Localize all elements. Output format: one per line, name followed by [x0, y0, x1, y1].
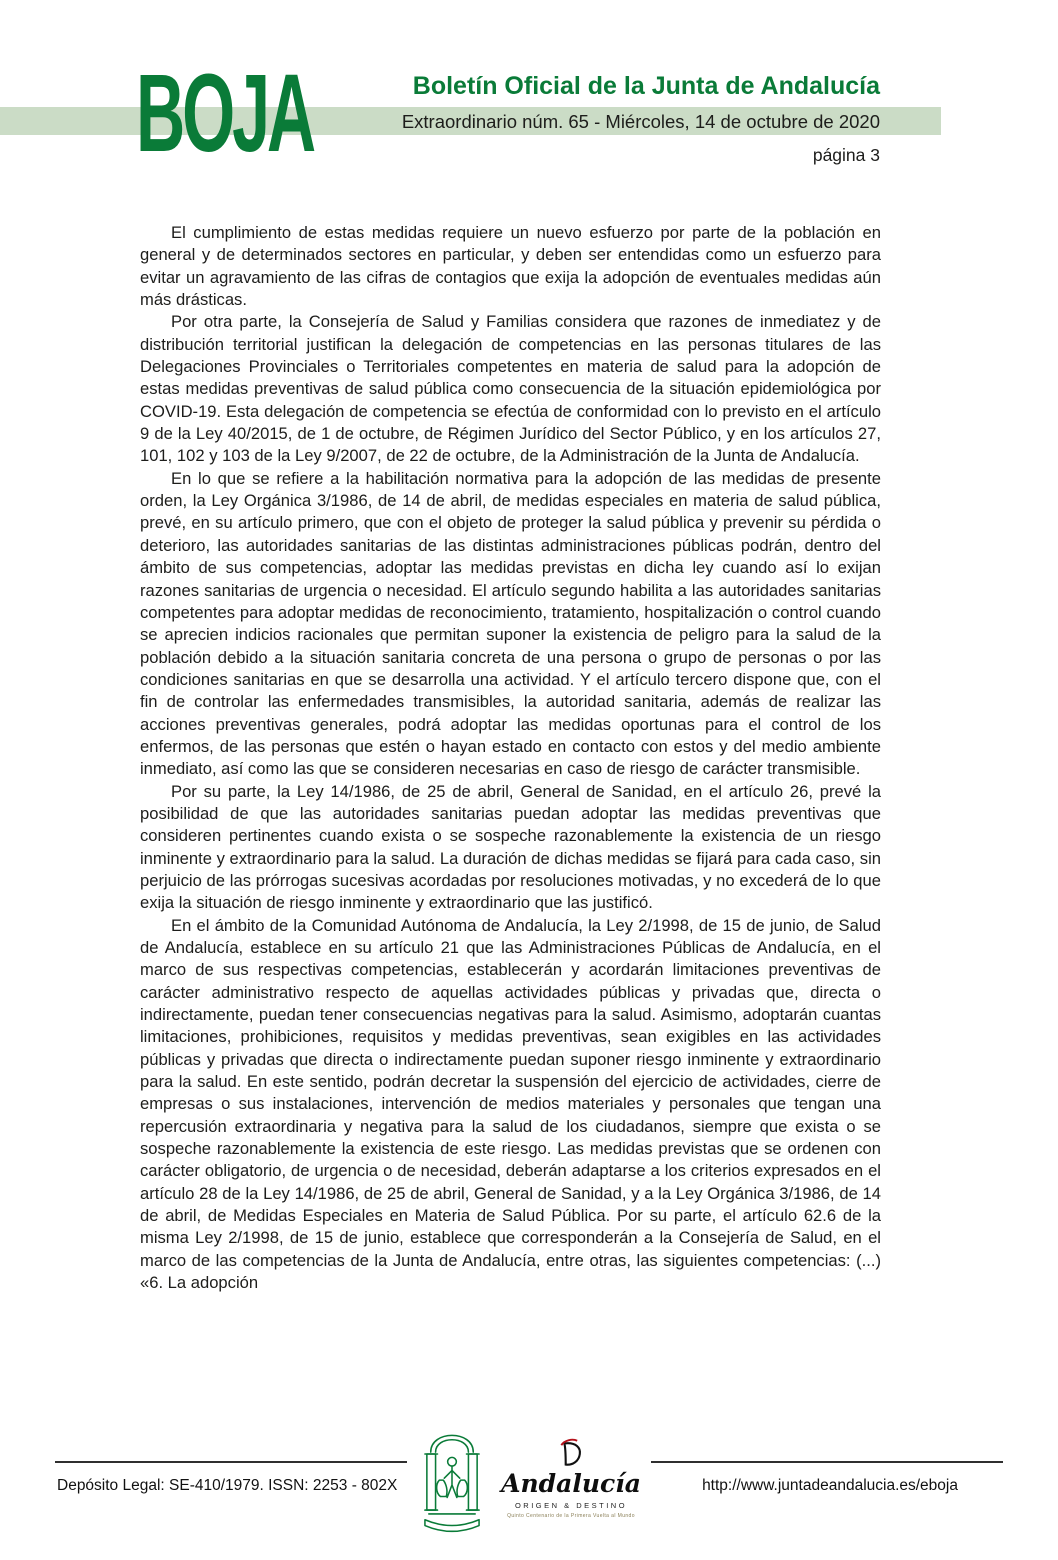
boja-logo: BOJA: [136, 52, 314, 175]
paragraph: Por otra parte, la Consejería de Salud y Familias considera que razones de inmediatez y de distribución territorial justifican la delegación de competencias en las personas titulares de las Delegaciones Provinciales o Territoriales competentes en materia de salud para la adopción de estas medidas preventivas de salud pública como consecuencia de la situación epidemiológica por COVID-19. Esta delegación de competencia se efectúa de conformidad con lo previsto en el artículo 9 de la Ley 40/2015, de 1 de octubre, de Régimen Jurídico del Sector Público, y en los artículos 27, 101, 102 y 103 de la Ley 9/2007, de 22 de octubre, de la Administración de la Junta de Andalucía.: [140, 312, 881, 466]
document-body: [140, 222, 881, 1420]
paragraph: En lo que se refiere a la habilitación normativa para la adopción de las medidas de presente orden, la Ley Orgánica 3/1986, de 14 de abril, de medidas especiales en materia de salud pública, prevé, en su artículo primero, que con el objeto de proteger la salud pública y prevenir su pérdida o deterioro, las autoridades sanitarias de las distintas administraciones públicas podrán, dentro del ámbito de sus competencias, adoptar las medidas previstas en dicha ley cuando así lo exijan razones sanitarias de urgencia o necesidad. El artículo segundo habilita a las autoridades sanitarias competentes para adoptar medidas de reconocimiento, tratamiento, hospitalización o control cuando se aprecien indicios racionales que permitan suponer la existencia de peligro para la salud de la población debido a la situación sanitaria concreta de una persona o grupo de personas o por las condiciones sanitarias en que se desarrolla una actividad. Y el artículo tercero dispone que, con el fin de controlar las enfermedades transmisibles, la autoridad sanitaria, además de realizar las acciones preventivas generales, podrá adoptar las medidas oportunas para el control de los enfermos, de las personas que estén o hayan estado en contacto con estos y del medio ambiente inmediato, así como las que se consideren necesarias en caso de riesgo de carácter transmisible.: [140, 468, 881, 779]
d-mark-icon: [556, 1438, 586, 1470]
bulletin-title: Boletín Oficial de la Junta de Andalucía: [412, 72, 880, 100]
andalucia-tagline: Quinto Centenario de la Primera Vuelta al Mundo: [507, 1513, 635, 1520]
paragraph: El cumplimiento de estas medidas requiere un nuevo esfuerzo por parte de la población en general y de determinados sectores en particular, y deben ser entendidas como un esfuerzo para evitar un agravamiento de las cifras de contagios que exija la adopción de eventuales medidas aún más drásticas.: [140, 223, 881, 310]
issue-info: Extraordinario núm. 65 - Miércoles, 14 de octubre de 2020: [401, 111, 880, 132]
andalucia-origen-destino-logo: [501, 1438, 641, 1520]
andalucia-subtitle: ORIGEN & DESTINO: [514, 1501, 628, 1511]
footer-logos: [407, 1424, 651, 1542]
eboja-url[interactable]: http://www.juntadeandalucia.es/eboja: [702, 1477, 958, 1494]
junta-de-andalucia-shield-logo: [423, 1424, 481, 1542]
deposit-legal: Depósito Legal: SE-410/1979. ISSN: 2253 - 802X: [57, 1477, 398, 1494]
page-number: página 3: [812, 145, 880, 165]
paragraph: Por su parte, la Ley 14/1986, de 25 de abril, General de Sanidad, en el artículo 26, prevé la posibilidad de que las autoridades sanitarias puedan adoptar las medidas preventivas que consideren pertinentes cuando exista o se sospeche razonablemente la existencia de un riesgo inminente y extraordinario para la salud. La duración de dichas medidas se fijará para cada caso, sin perjuicio de las prórrogas sucesivas acordadas por resoluciones motivadas, y no excederá de lo que exija la situación de riesgo inminente y extraordinario que las justificó.: [140, 781, 881, 913]
andalucia-script-text: Andalucía: [501, 1469, 641, 1498]
paragraph: En el ámbito de la Comunidad Autónoma de Andalucía, la Ley 2/1998, de 15 de junio, de Salud de Andalucía, establece en su artículo 21 que las Administraciones Públicas de Andalucía, en el marco de sus respectivas competencias, establecerán y acordarán limitaciones preventivas de carácter administrativo respecto de aquellas actividades públicas y privadas que, directa o indirectamente, puedan tener consecuencias negativas para la salud. Asimismo, adoptarán cuantas limitaciones, prohibiciones, requisitos y medidas preventivas, sean exigibles en las actividades públicas y privadas que directa o indirectamente puedan suponer riesgo inminente y extraordinario para la salud. En este sentido, podrán decretar la suspensión del ejercicio de actividades, cierre de empresas o sus instalaciones, intervención de medios materiales y personales que tengan una repercusión extraordinaria y negativa para la salud de los ciudadanos, siempre que exista o se sospeche razonablemente la existencia de este riesgo. Las medidas previstas que se ordenen con carácter obligatorio, de urgencia o de necesidad, deberán adaptarse a los criterios expresados en el artículo 28 de la Ley 14/1986, de 25 de abril, General de Sanidad, y a la Ley Orgánica 3/1986, de 14 de abril, de Medidas Especiales en Materia de Salud Pública. Por su parte, el artículo 62.6 de la misma Ley 2/1998, de 15 de junio, establece que corresponderán a la Consejería de Salud, en el marco de las competencias de la Junta de Andalucía, entre otras, las siguientes competencias: (...) «6. La adopción: [140, 915, 881, 1293]
